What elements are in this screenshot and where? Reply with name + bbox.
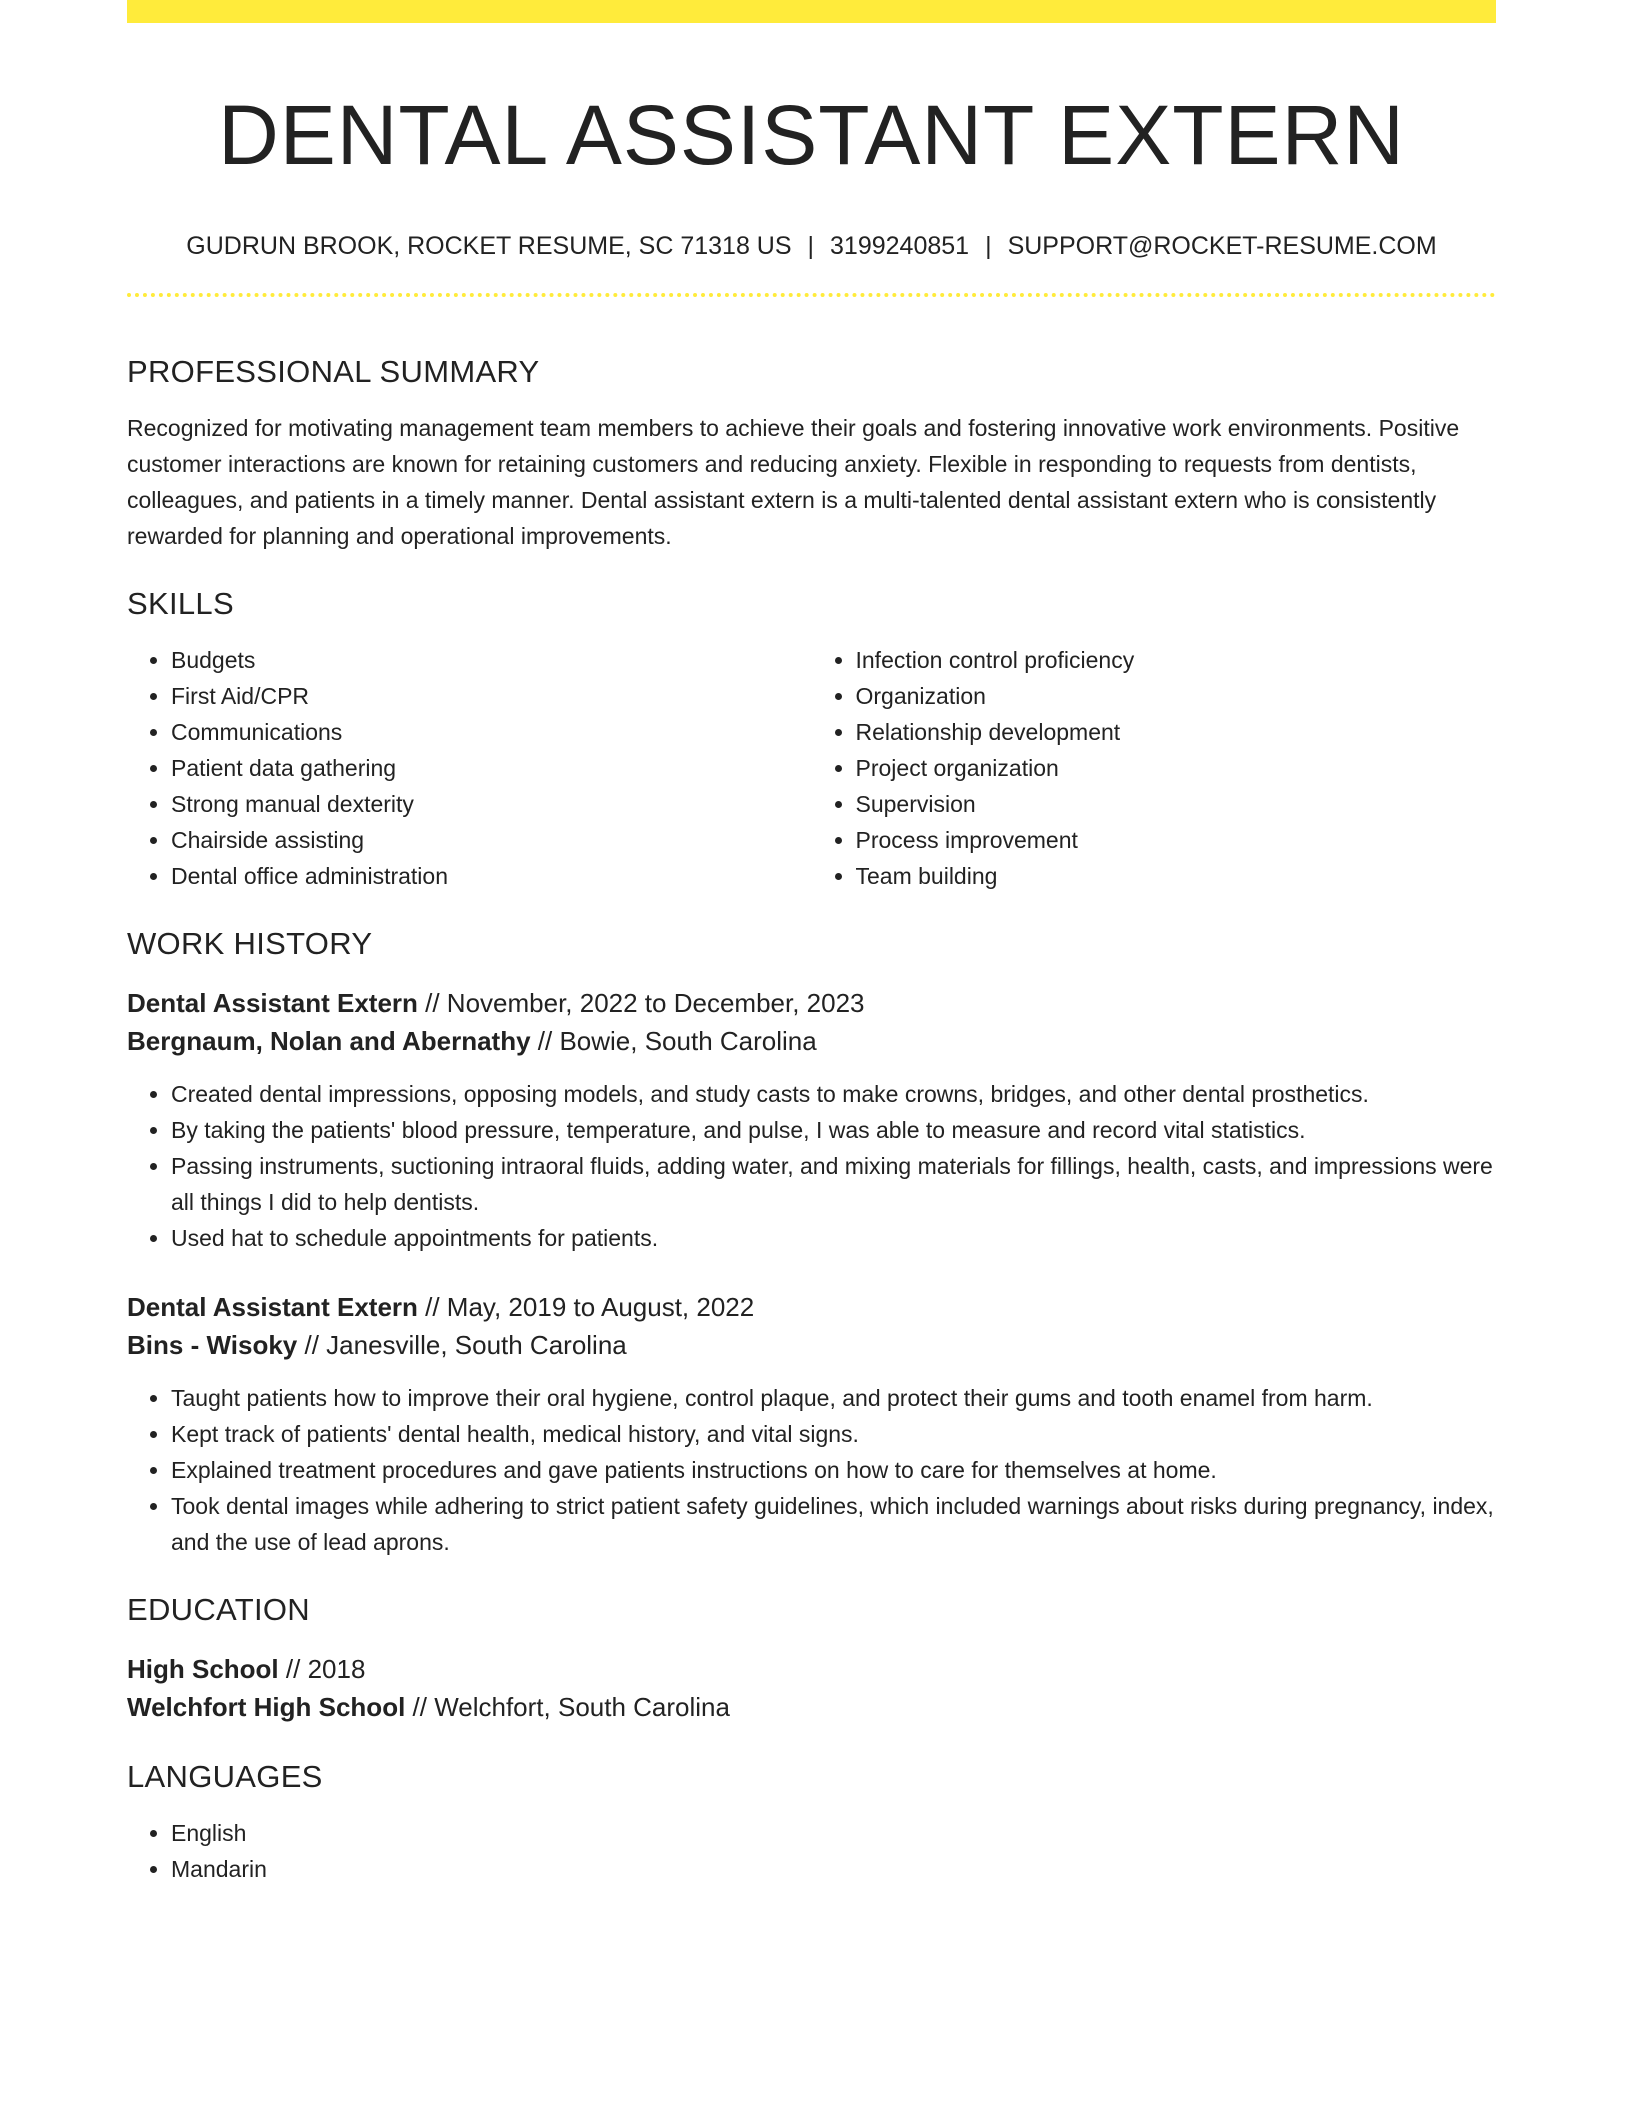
skill-item: • Patient data gathering [171, 750, 812, 786]
job-bullet: • Took dental images while adhering to strict patient safety guidelines, which included warnings about risks during pregnancy, index, and the use of lead aprons. [171, 1488, 1496, 1560]
education-school-line [127, 1688, 1496, 1726]
languages-heading: LANGUAGES [127, 1759, 323, 1794]
job-entry [127, 1288, 1496, 1560]
job-company-line [127, 1326, 1496, 1364]
job-title-line [127, 1288, 1496, 1326]
languages-list [127, 1815, 1496, 1887]
skill-item: • Relationship development [856, 714, 1497, 750]
language-item: • Mandarin [171, 1851, 1496, 1887]
skill-item: • Supervision [856, 786, 1497, 822]
contact-phone: 3199240851 [830, 232, 970, 260]
education-degree-line [127, 1650, 1496, 1688]
job-bullet: • Used hat to schedule appointments for patients. [171, 1220, 1496, 1256]
work-history-heading: WORK HISTORY [127, 926, 373, 961]
job-bullet: • Kept track of patients' dental health, medical history, and vital signs. [171, 1416, 1496, 1452]
summary-section [127, 352, 1496, 554]
accent-top-bar [127, 0, 1496, 23]
job-location: // Bowie, South Carolina [530, 1026, 817, 1056]
job-company: Bins - Wisoky [127, 1330, 298, 1360]
skill-item: • Budgets [171, 642, 812, 678]
contact-separator: | [807, 232, 815, 260]
education-location: // Welchfort, South Carolina [405, 1692, 730, 1722]
education-year: // 2018 [278, 1654, 366, 1684]
job-entry [127, 984, 1496, 1256]
education-entry [127, 1650, 1496, 1726]
skill-item: • Infection control proficiency [856, 642, 1497, 678]
skills-list-left [127, 642, 812, 894]
education-section [127, 1590, 1496, 1726]
job-title: Dental Assistant Extern [127, 1292, 418, 1322]
skill-item: • Chairside assisting [171, 822, 812, 858]
job-dates: // November, 2022 to December, 2023 [417, 988, 865, 1018]
job-title-line [127, 984, 1496, 1022]
contact-separator: | [985, 232, 992, 260]
skills-heading: SKILLS [127, 586, 234, 621]
dotted-divider [127, 293, 1496, 297]
summary-heading: PROFESSIONAL SUMMARY [127, 354, 540, 389]
job-bullet: • Created dental impressions, opposing models, and study casts to make crowns, bridges, and other dental prosthetics. [171, 1076, 1496, 1112]
language-item: • English [171, 1815, 1496, 1851]
skills-list-right [812, 642, 1497, 894]
education-school: Welchfort High School [127, 1692, 406, 1722]
job-bullets [127, 1380, 1496, 1560]
job-bullet: • By taking the patients' blood pressure, temperature, and pulse, I was able to measure and record vital statistics. [171, 1112, 1496, 1148]
skills-columns [127, 642, 1496, 894]
skill-item: • Organization [856, 678, 1497, 714]
job-bullet: • Explained treatment procedures and gave patients instructions on how to care for themselves at home. [171, 1452, 1496, 1488]
resume-name: DENTAL ASSISTANT EXTERN [218, 88, 1405, 182]
skill-item: • Project organization [856, 750, 1497, 786]
job-location: // Janesville, South Carolina [297, 1330, 627, 1360]
summary-text: Recognized for motivating management team members to achieve their goals and fostering innovative work environments. Positive customer interactions are known for retaining customers and reducing anxiety. Flexible in responding to requests from dentists, colleagues, and patients in a timely manner. Dental assistant extern is a multi-talented dental assistant extern who is consistently rewarded for planning and operational improvements. [127, 415, 1460, 549]
resume-page [127, 0, 1496, 1882]
education-heading: EDUCATION [127, 1592, 310, 1627]
skill-item: • Dental office administration [171, 858, 812, 894]
languages-section [127, 1757, 1496, 1887]
skill-item: • Communications [171, 714, 812, 750]
skill-item: • First Aid/CPR [171, 678, 812, 714]
job-bullets [127, 1076, 1496, 1256]
skill-item: • Team building [856, 858, 1497, 894]
job-company-line [127, 1022, 1496, 1060]
skill-item: • Strong manual dexterity [171, 786, 812, 822]
skill-item: • Process improvement [856, 822, 1497, 858]
job-bullet: • Passing instruments, suctioning intraoral fluids, adding water, and mixing materials for fillings, health, casts, and impressions were all things I did to help dentists. [171, 1148, 1496, 1220]
work-history-section [127, 924, 1496, 1560]
job-bullet: • Taught patients how to improve their oral hygiene, control plaque, and protect their gums and tooth enamel from harm. [171, 1380, 1496, 1416]
job-company: Bergnaum, Nolan and Abernathy [127, 1026, 531, 1056]
contact-email: SUPPORT@ROCKET-RESUME.COM [1007, 232, 1437, 260]
contact-line [127, 229, 1496, 263]
contact-address: GUDRUN BROOK, ROCKET RESUME, SC 71318 US [186, 232, 792, 260]
job-dates: // May, 2019 to August, 2022 [417, 1292, 755, 1322]
skills-section [127, 584, 1496, 894]
education-degree: High School [127, 1654, 279, 1684]
job-title: Dental Assistant Extern [127, 988, 418, 1018]
